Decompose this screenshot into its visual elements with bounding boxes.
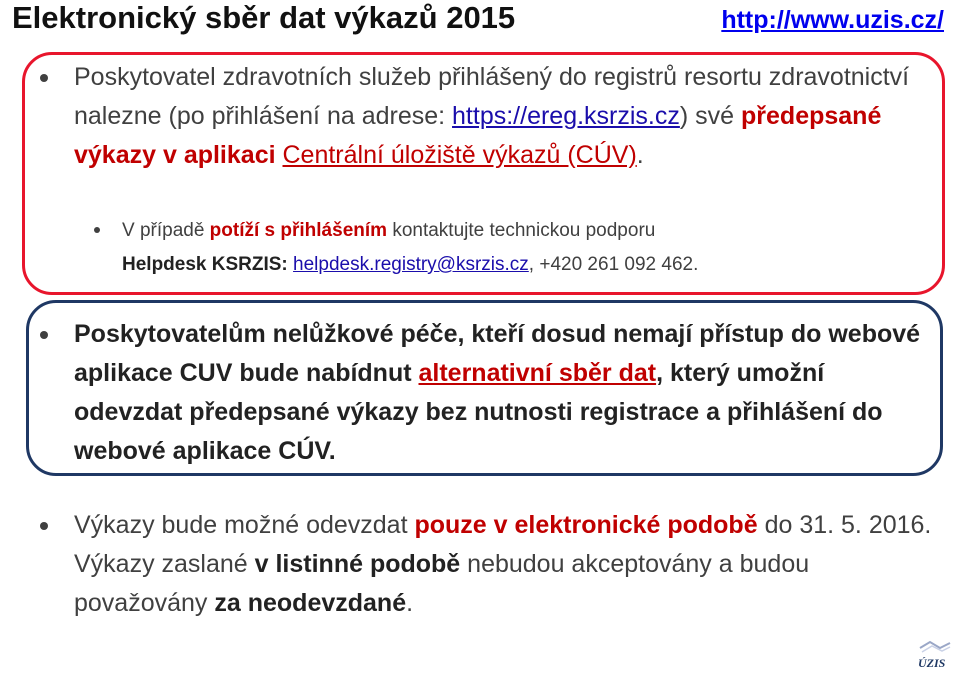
bullet1-text-a: Poskytovatel zdravotních služeb přihlášený do registrů resortu zdravotnictví nalezne (po přihlášení na adrese: [74, 63, 910, 130]
helpdesk-email-link[interactable]: helpdesk.registry@ksrzis.cz [293, 254, 529, 275]
bullet1-text-c: . [636, 141, 644, 169]
bullet-dot-icon [40, 331, 48, 339]
sub-text-b: kontaktujte technickou podporu [387, 220, 656, 241]
sub-bullet-dot-icon [94, 227, 100, 233]
bullet-login-info [74, 58, 934, 175]
bullet3-bold-red: pouze v elektronické podobě [414, 511, 758, 539]
bullet1-cuv-label: Centrální úložiště výkazů (CÚV) [282, 141, 637, 169]
bullet3-bold-1: v listinné podobě [254, 550, 461, 578]
svg-text:ÚZIS: ÚZIS [918, 656, 946, 670]
bullet2-text-b: , který umožní odevzdat předepsané výkazy bez nutnosti registrace a přihlášení do webové aplikace CÚV. [74, 359, 883, 465]
bullet3-text-c: nebudou akceptovány a budou považovány [74, 550, 810, 617]
bullet3-text-d: . [406, 589, 414, 617]
bullet2-red-underline: alternativní sběr dat [418, 359, 657, 387]
bullet-dot-icon [40, 74, 48, 82]
sub-bold-red: potíží s přihlášením [209, 220, 388, 241]
ereg-link[interactable]: https://ereg.ksrzis.cz [452, 102, 680, 130]
bullet3-text-a: Výkazy bude možné odevzdat [74, 511, 415, 539]
uzis-logo-icon [916, 640, 954, 670]
sub-bullet-helpdesk [122, 214, 922, 282]
bullet3-text-b: do 31. 5. 2016. Výkazy zaslané [74, 511, 932, 578]
helpdesk-phone: , +420 261 092 462. [528, 254, 699, 275]
bullet1-text-b: ) své [679, 102, 742, 130]
bullet2-text-a: Poskytovatelům nelůžkové péče, kteří dosud nemají přístup do webové aplikace CUV bude nabídnut [74, 320, 921, 387]
header-url-link[interactable]: http://www.uzis.cz/ [721, 6, 944, 34]
helpdesk-label: Helpdesk KSRZIS: [122, 254, 288, 275]
bullet-deadline [74, 506, 934, 623]
bullet-dot-icon [40, 522, 48, 530]
bullet1-bold-red: předepsané výkazy v aplikaci [74, 102, 882, 169]
bullet-alternative-collection [74, 315, 924, 471]
bullet3-bold-2: za neodevzdané [214, 589, 407, 617]
sub-text-a: V případě [122, 220, 210, 241]
page-title: Elektronický sběr dat výkazů 2015 [12, 0, 516, 35]
